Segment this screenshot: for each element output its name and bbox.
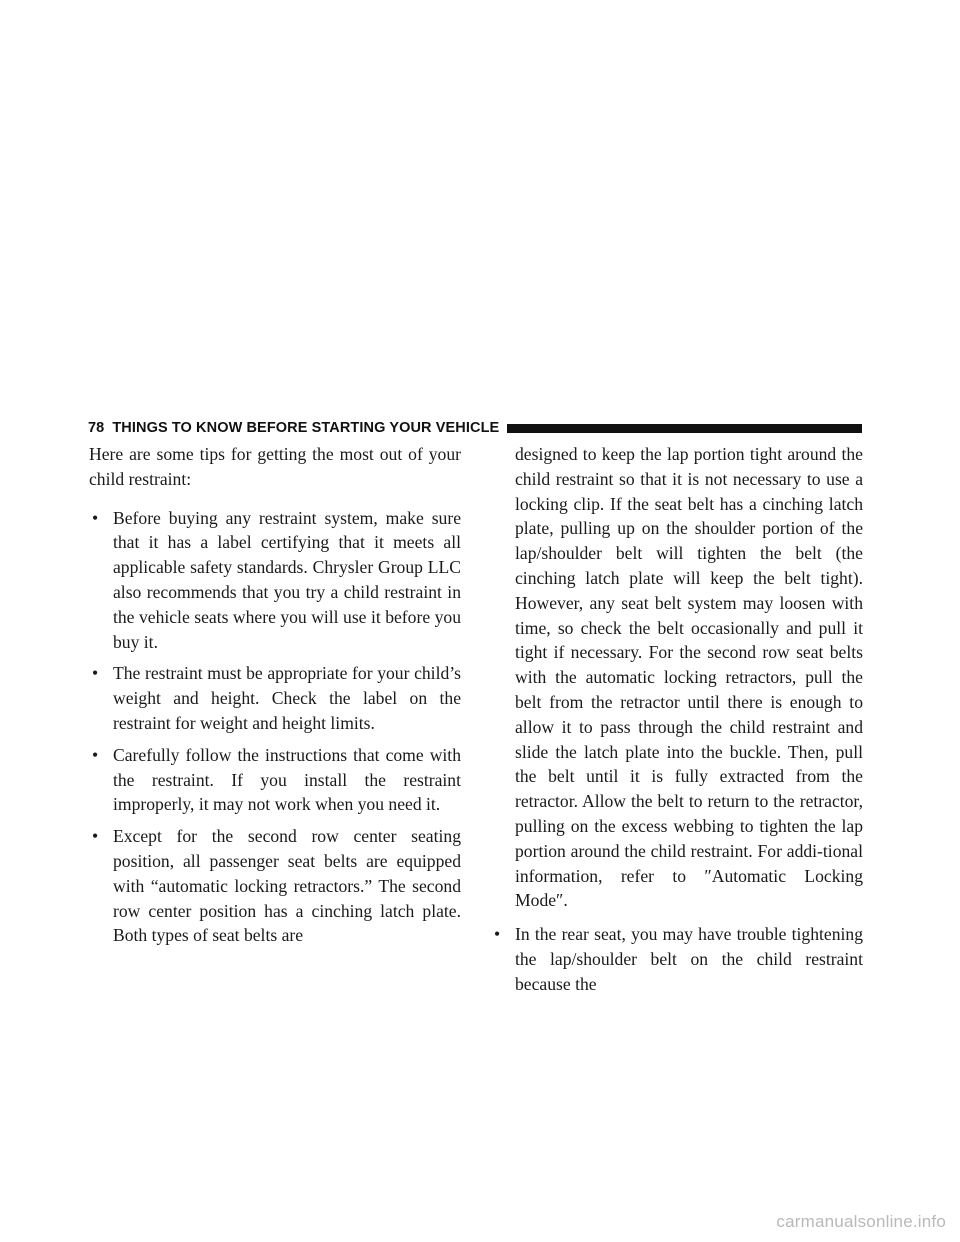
right-column	[491, 442, 863, 997]
continuation-paragraph: designed to keep the lap portion tight around the child restraint so that it is not necessary to use a locking clip. If the seat belt has a cinching latch plate, pulling up on the shoulder portion of the lap/shoulder belt will tighten the belt (the cinching latch plate will keep the belt tight). However, any seat belt system may loosen with time, so check the belt occasionally and pull it tight if necessary. For the second row seat belts with the automatic locking retractors, pull the belt from the retractor until there is enough to allow it to pass through the child restraint and slide the latch plate into the buckle. Then, pull the belt until it is fully extracted from the retractor. Allow the belt to return to the retractor, pulling on the excess webbing to tighten the lap portion around the child restraint. For addi-tional information, refer to ″Automatic Locking Mode″.	[515, 444, 863, 911]
bullet-text: The restraint must be appropriate for your child’s weight and height. Check the label on the restraint for weight and height limits.	[113, 663, 461, 733]
watermark-text: carmanualsonline.info	[776, 1212, 946, 1231]
list-item	[89, 506, 461, 655]
bullet-text: Except for the second row center seating position, all passenger seat belts are equipped with “automatic locking retractors.” The second row center position has a cinching latch plate. Both types of seat belts are	[113, 826, 461, 946]
bullet-text: Carefully follow the instructions that come with the restraint. If you install the restraint improperly, it may not work when you need it.	[113, 744, 461, 815]
left-column	[89, 442, 461, 948]
bullet-icon: •	[494, 924, 501, 945]
bullet-icon: •	[92, 663, 99, 684]
intro-paragraph: Here are some tips for getting the most out of your child restraint:	[89, 444, 461, 489]
list-item	[89, 661, 461, 735]
list-item	[491, 922, 863, 996]
bullet-icon: •	[92, 507, 99, 528]
bullet-text: Before buying any restraint system, make sure that it has a label certifying that it meets all applicable safety standards. Chrysler Group LLC also recommends that you try a child restraint in the vehicle seats where you will use it before you buy it.	[113, 507, 461, 652]
page-header	[88, 418, 862, 438]
page-number: 78	[88, 420, 105, 436]
list-item	[89, 743, 461, 817]
bullet-icon: •	[92, 744, 99, 765]
bullet-icon: •	[92, 826, 99, 847]
header-rule	[507, 424, 862, 433]
bullet-text: In the rear seat, you may have trouble tightening the lap/shoulder belt on the child restraint because the	[515, 924, 863, 994]
section-title: THINGS TO KNOW BEFORE STARTING YOUR VEHICLE	[112, 420, 500, 436]
list-item	[89, 824, 461, 948]
